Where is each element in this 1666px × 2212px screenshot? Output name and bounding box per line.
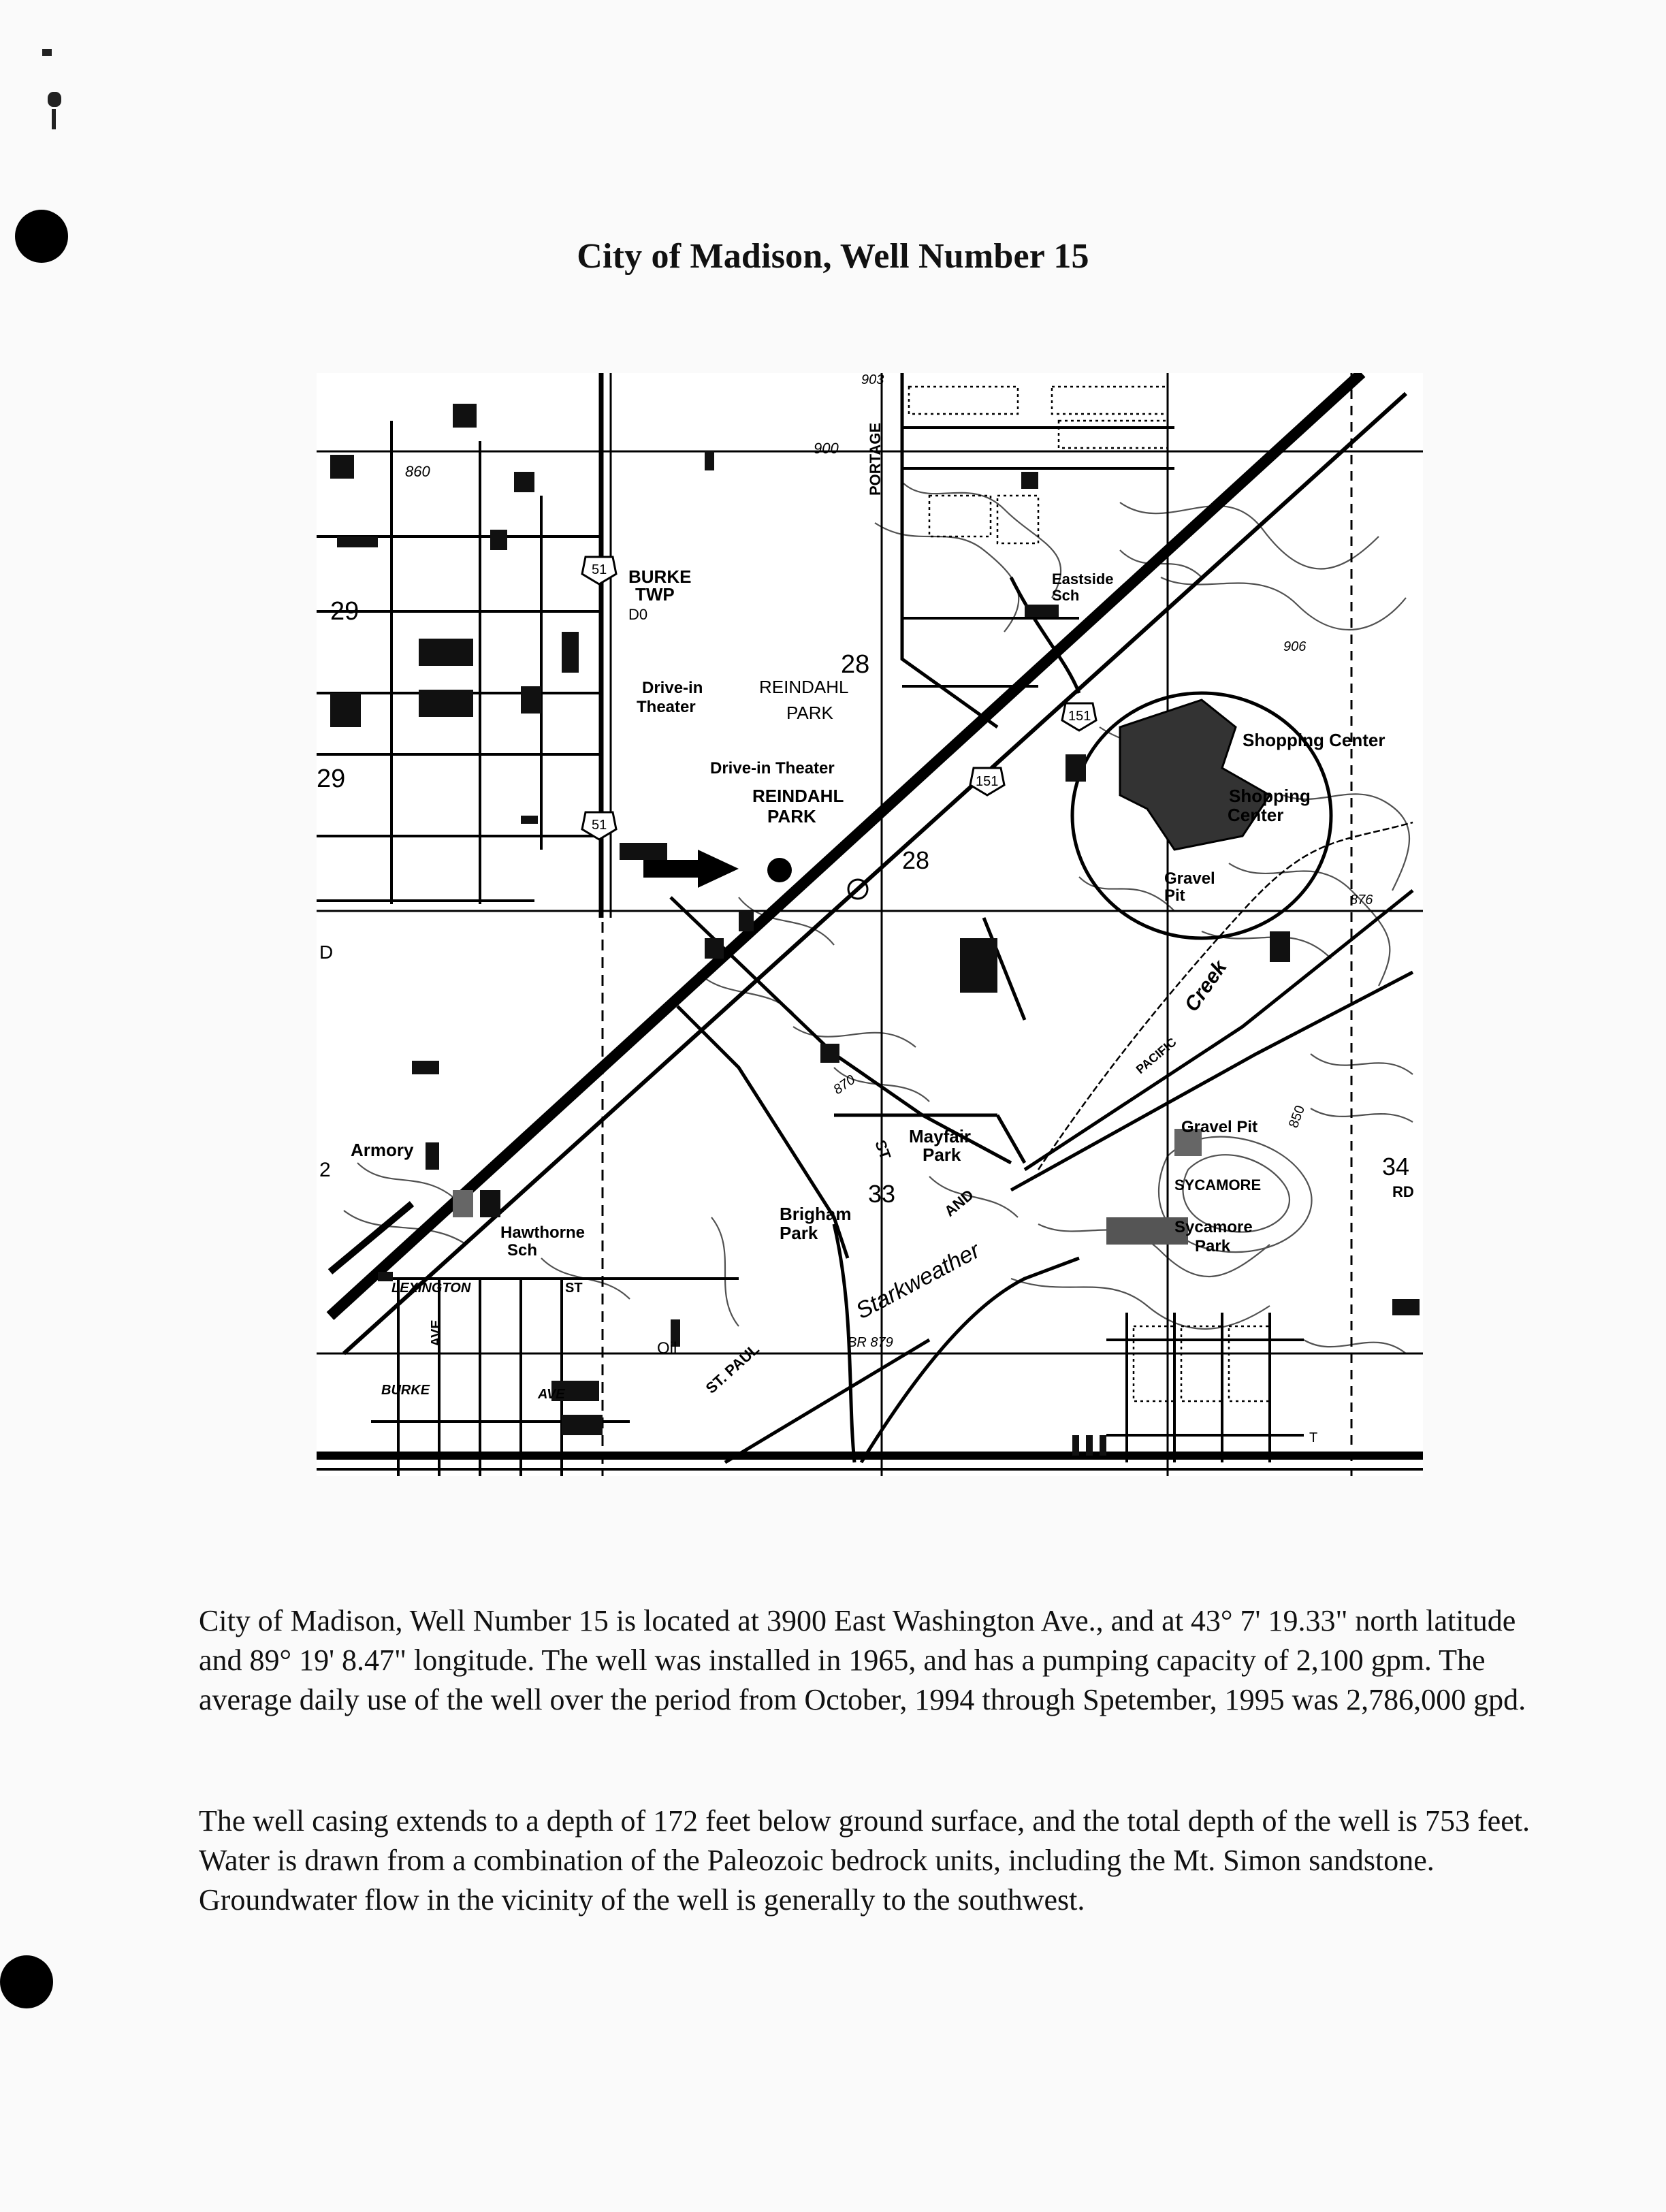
map-label-reindahl-lower: REINDAHL (752, 786, 844, 806)
map-label-lexington: LEXINGTON (391, 1281, 471, 1296)
map-label-d: D (319, 942, 334, 963)
map-label-eastside: Eastside (1052, 571, 1114, 588)
map-label-t: T (1309, 1430, 1318, 1445)
topographic-map (317, 373, 1423, 1476)
map-label-shopping: Shopping (1229, 786, 1311, 806)
map-label-eastside-sch: Sch (1052, 587, 1080, 604)
map-label-portage: PORTAGE (867, 422, 884, 496)
map-label-section-34: 34 (1382, 1153, 1410, 1181)
map-label-starkweather: Starkweather (851, 1237, 984, 1325)
map-label-section-28: 28 (902, 846, 930, 874)
map-label-reindahl-upper: REINDAHL (759, 677, 849, 697)
map-label-route-51: 51 (592, 818, 607, 833)
map-label-and: AND (941, 1186, 977, 1220)
map-label-sycamore-park: Sycamore (1174, 1218, 1253, 1236)
punch-hole-bottom (0, 1955, 53, 2008)
map-label-hawthorne-sch: Sch (507, 1241, 538, 1260)
map-label-route-151: 151 (976, 774, 999, 789)
map-label-drive-in: Drive-in (642, 679, 703, 697)
map-label-section-29: 29 (317, 765, 346, 793)
map-label-st-paul: ST. PAUL (702, 1340, 763, 1397)
map-label-section-29: 29 (330, 597, 359, 626)
map-label-route-151: 151 (1068, 709, 1091, 724)
map-label-elevation-906: 906 (1283, 639, 1307, 654)
map-label-br879: BR 879 (848, 1335, 893, 1350)
map-label-park-upper: PARK (786, 703, 833, 723)
map-label-elevation-903: 903 (861, 373, 884, 387)
map-label-gravel-pit-2: Gravel Pit (1181, 1118, 1258, 1136)
scan-speck (48, 92, 61, 107)
map-label-mayfair-park: Park (923, 1144, 961, 1165)
map-label-burke-ave: BURKE (381, 1383, 430, 1398)
map-label-twp: TWP (635, 584, 675, 605)
scan-speck (42, 49, 52, 56)
map-drawing (317, 373, 1423, 1476)
map-label-brigham: Brigham (780, 1204, 852, 1224)
map-label-elevation-850: 850 (1286, 1103, 1309, 1130)
map-label-ave-burke: AVE (538, 1387, 565, 1402)
document-title: City of Madison, Well Number 15 (577, 236, 1089, 276)
map-label-burke: BURKE (628, 566, 692, 587)
map-label-theater: Theater (637, 698, 696, 716)
map-label-section-28: 28 (841, 650, 870, 679)
map-label-park-lower: PARK (767, 806, 816, 827)
map-label-oil: Oil (657, 1339, 677, 1358)
map-label-d0: D0 (628, 606, 648, 623)
map-label-section-33: 33 (868, 1180, 896, 1208)
map-label-pit: Pit (1164, 886, 1185, 905)
map-label-creek: Creek (1180, 956, 1232, 1016)
map-label-hawthorne: Hawthorne (500, 1223, 586, 1242)
map-label-shopping-center: Shopping Center (1243, 730, 1385, 750)
map-label-sycamore-park-park: Park (1195, 1237, 1231, 1255)
map-label-drive-in-theater: Drive-in Theater (710, 759, 835, 778)
map-label-armory: Armory (351, 1140, 414, 1160)
map-label-sycamore-road: SYCAMORE (1174, 1176, 1262, 1193)
map-label-elevation-876: 876 (1350, 893, 1373, 908)
map-label-center: Center (1228, 805, 1284, 825)
map-label-elevation-870: 870 (831, 1072, 859, 1098)
map-label-rd: RD (1392, 1183, 1414, 1200)
map-label-st-lexington: ST (565, 1281, 583, 1296)
map-label-elevation-900: 900 (814, 440, 839, 457)
map-label-pacific: PACIFIC (1133, 1035, 1179, 1077)
description-paragraph: City of Madison, Well Number 15 is located at 3900 East Washington Ave., and at 43° 7' 19.33" north latitude and 89° 19' 8.47" longitude. The well was installed in 1965, and has a pumping capacity of 2,100 gpm. The average daily use of the well over the period from October, 1994 through Spetember, 1995 was 2,786,000 gpd. (199, 1604, 1526, 1716)
map-label-route-51: 51 (592, 562, 607, 577)
scan-speck (52, 109, 56, 129)
map-label-gravel: Gravel (1164, 869, 1215, 888)
description-paragraph: The well casing extends to a depth of 172 feet below ground surface, and the total depth of the well is 753 feet. Water is drawn from a combination of the Paleozoic bedrock units, including the Mt. Simon sandstone. Groundwater flow in the vicinity of the well is generally to the southwest. (199, 1804, 1530, 1917)
map-label-two: 2 (319, 1159, 331, 1181)
map-label-st-mid: ST (871, 1138, 895, 1162)
map-label-ave-lexington: AVE (429, 1319, 444, 1347)
map-label-brigham-park: Park (780, 1223, 818, 1243)
map-label-mayfair: Mayfair (909, 1126, 972, 1147)
map-label-elevation-860: 860 (405, 463, 430, 480)
